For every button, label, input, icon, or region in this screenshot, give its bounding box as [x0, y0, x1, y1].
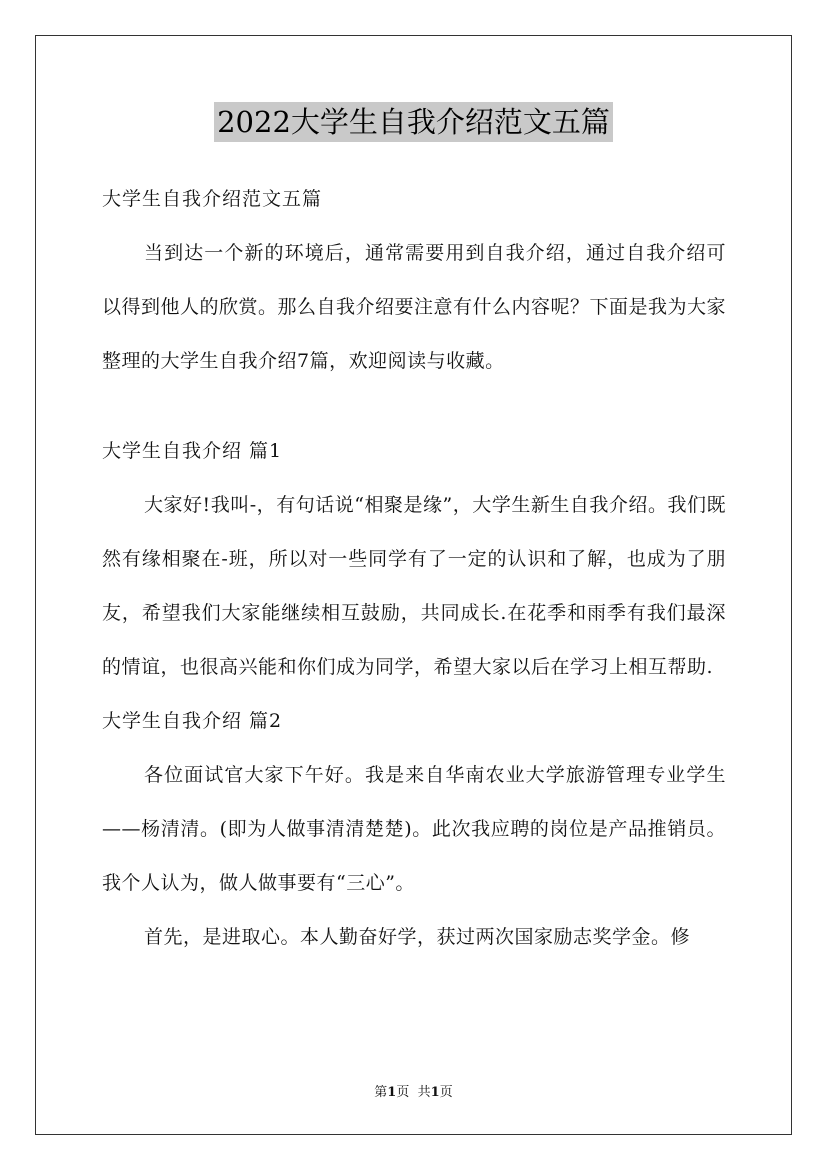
total-prefix: 共 [417, 1085, 431, 1100]
blank-line [102, 388, 726, 424]
document-title: 2022大学生自我介绍范文五篇 [214, 102, 613, 142]
total-number: 1 [430, 1085, 440, 1100]
section-heading-2: 大学生自我介绍 篇2 [102, 710, 283, 732]
section-paragraph-2: 各位面试官大家下午好。我是来自华南农业大学旅游管理专业学生——杨清清。(即为人做事清清楚楚)。此次我应聘的岗位是产品推销员。我个人认为，做人做事要有“三心”。 [102, 764, 726, 894]
intro-heading: 大学生自我介绍范文五篇 [102, 188, 323, 210]
title-container [0, 102, 827, 142]
intro-paragraph: 当到达一个新的环境后，通常需要用到自我介绍，通过自我介绍可以得到他人的欣赏。那么自我介绍要注意有什么内容呢？下面是我为大家整理的大学生自我介绍7篇，欢迎阅读与收藏。 [102, 242, 727, 372]
document-body [102, 172, 726, 964]
section-paragraph-3: 首先，是进取心。本人勤奋好学，获过两次国家励志奖学金。修 [144, 926, 691, 948]
section-paragraph-1: 大家好!我叫-，有句话说“相聚是缘”，大学生新生自我介绍。我们既然有缘相聚在-班，所以对一些同学有了一定的认识和了解，也成为了朋友，希望我们大家能继续相互鼓励，共同成长.在花季和雨季有我们最深的情谊，也很高兴能和你们成为同学，希望大家以后在学习上相互帮助. [102, 494, 726, 678]
page-prefix: 第 [374, 1085, 388, 1100]
page-suffix: 页 [396, 1085, 410, 1100]
total-suffix: 页 [439, 1085, 453, 1100]
section-heading-1: 大学生自我介绍 篇1 [102, 440, 283, 462]
page-number: 1 [387, 1085, 397, 1100]
page-footer [0, 1084, 827, 1102]
